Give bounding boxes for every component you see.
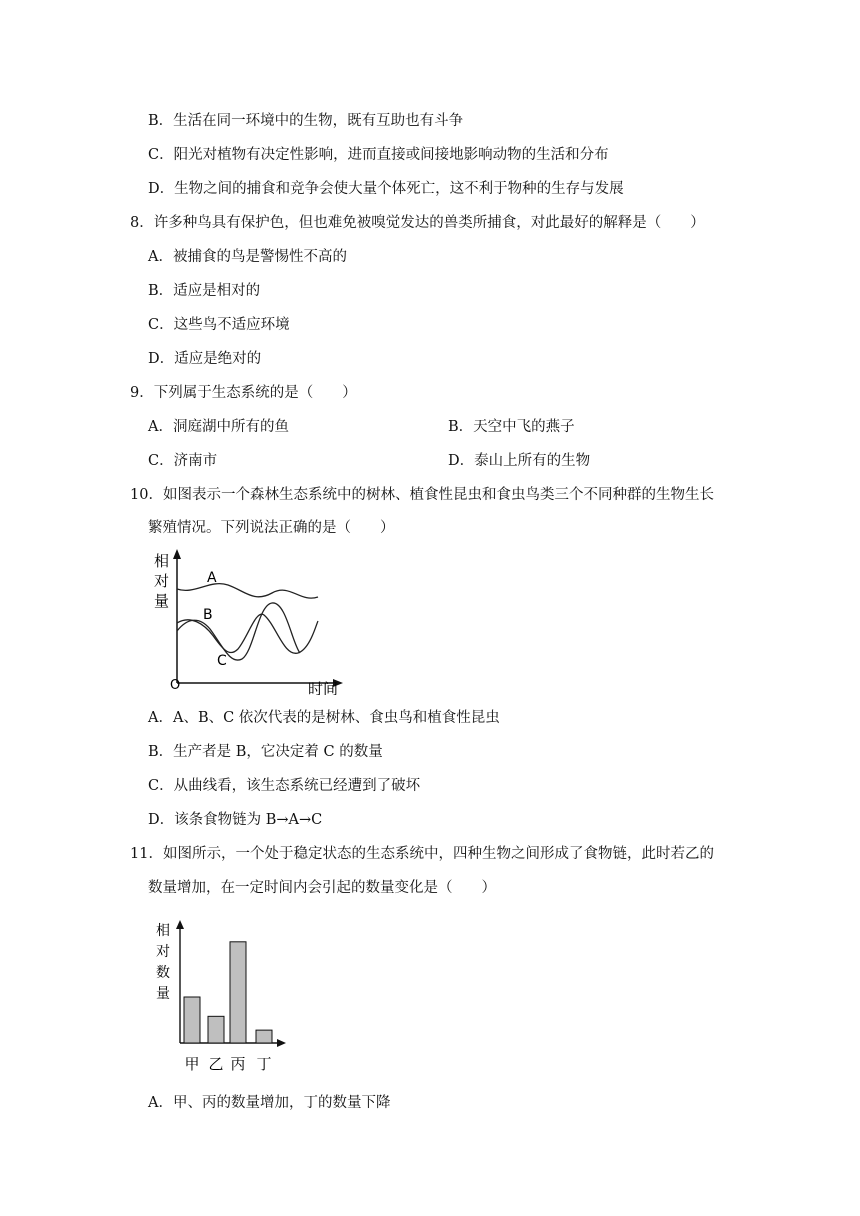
x-axis-label: 时间 [308, 680, 339, 695]
bar-甲 [184, 997, 200, 1043]
q9-option-b: B．天空中飞的燕子 [448, 419, 575, 435]
q9-option-a: A．洞庭湖中所有的鱼 [148, 419, 289, 435]
y-label-char: 对 [156, 944, 170, 960]
y-label-char-1: 相 [154, 552, 170, 570]
q7-option-c: C．阳光对植物有决定性影响，进而直接或间接地影响动物的生活和分布 [148, 147, 609, 163]
curve-label-b: B [203, 607, 213, 623]
q10-option-b: B．生产者是 B，它决定着 C 的数量 [148, 744, 383, 760]
y-axis-arrow-icon [176, 920, 184, 929]
q9-stem: 9．下列属于生态系统的是（ ） [130, 385, 357, 401]
y-label-char-2: 对 [154, 572, 170, 590]
q8-option-b: B．适应是相对的 [148, 283, 261, 299]
bar-乙 [208, 1016, 224, 1043]
curve-label-c: C [217, 653, 227, 669]
y-axis-label [156, 922, 170, 1002]
q9-option-c: C．济南市 [148, 453, 218, 469]
curve-b [177, 603, 300, 660]
q8-option-a: A．被捕食的鸟是警惕性不高的 [148, 249, 347, 265]
q10-population-curve-figure [150, 545, 370, 695]
q8-option-c: C．这些鸟不适应环境 [148, 317, 290, 333]
q7-option-d: D．生物之间的捕食和竞争会使大量个体死亡，这不利于物种的生存与发展 [148, 181, 624, 197]
q7-option-b: B．生活在同一环境中的生物，既有互助也有斗争 [148, 113, 464, 129]
q11-bar-chart [150, 915, 300, 1075]
y-label-char-3: 量 [154, 592, 170, 610]
y-axis-arrow-icon [173, 549, 181, 559]
category-label-乙: 乙 [208, 1055, 224, 1073]
q8-option-d: D．适应是绝对的 [148, 351, 262, 367]
q10-option-d: D．该条食物链为 B→A→C [148, 812, 323, 828]
x-axis-arrow-icon [277, 1039, 286, 1047]
curve-label-a: A [207, 570, 217, 586]
category-label-丙: 丙 [230, 1055, 246, 1073]
bar-丙 [230, 942, 246, 1043]
q8-stem: 8．许多种鸟具有保护色，但也难免被嗅觉发达的兽类所捕食，对此最好的解释是（ ） [130, 215, 705, 231]
y-label-char: 量 [156, 986, 170, 1002]
y-label-char: 相 [156, 923, 170, 939]
y-label-char: 数 [156, 965, 170, 981]
q10-stem-line2: 繁殖情况。下列说法正确的是（ ） [148, 520, 395, 536]
category-label-甲: 甲 [184, 1055, 200, 1073]
origin-label: O [170, 678, 181, 693]
q11-stem-line1: 11．如图所示，一个处于稳定状态的生态系统中，四种生物之间形成了食物链，此时若乙的 [130, 846, 714, 862]
bar-丁 [256, 1030, 272, 1043]
curve-a [177, 584, 318, 599]
q11-stem-line2: 数量增加，在一定时间内会引起的数量变化是（ ） [148, 880, 496, 896]
q11-option-a: A．甲、丙的数量增加，丁的数量下降 [148, 1095, 391, 1111]
category-label-丁: 丁 [256, 1055, 272, 1073]
q10-option-c: C．从曲线看，该生态系统已经遭到了破坏 [148, 778, 421, 794]
q10-stem-line1: 10．如图表示一个森林生态系统中的树林、植食性昆虫和食虫鸟类三个不同种群的生物生长 [130, 487, 714, 503]
q9-option-d: D．泰山上所有的生物 [448, 453, 591, 469]
q10-option-a: A．A、B、C 依次代表的是树林、食虫鸟和植食性昆虫 [148, 710, 500, 726]
